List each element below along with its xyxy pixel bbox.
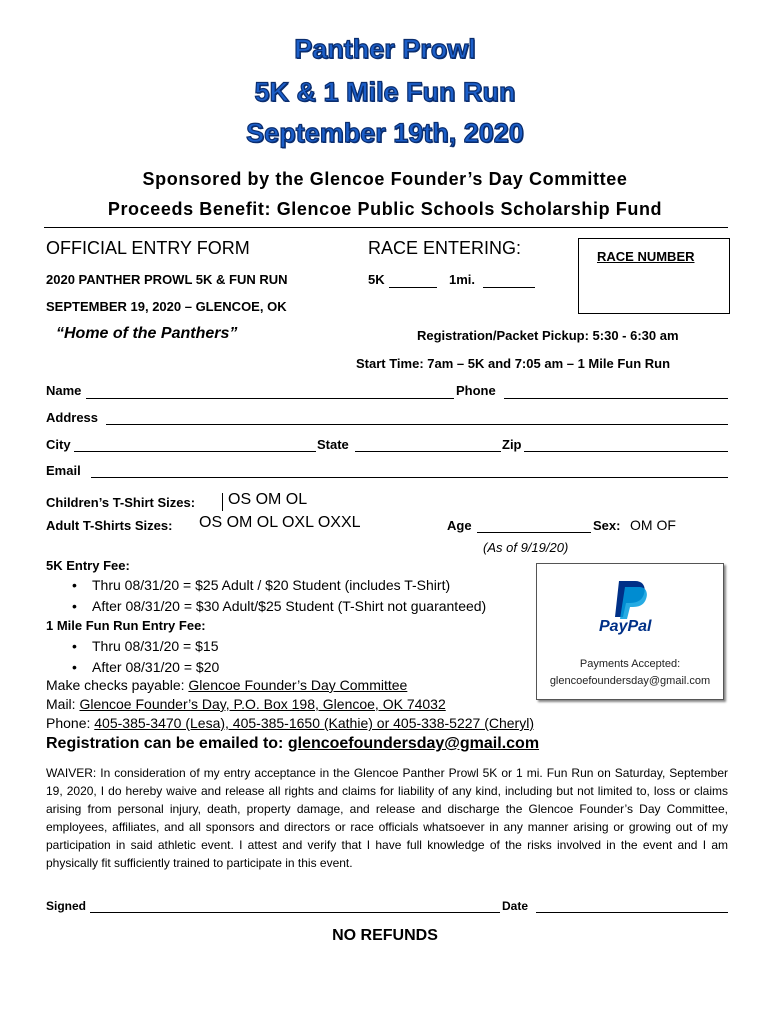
date-label: Date (502, 899, 529, 913)
race-option-5k-blank[interactable] (389, 287, 437, 288)
state-label: State (317, 437, 349, 452)
fee-5k-heading: 5K Entry Fee: (46, 558, 130, 573)
list-item: • After 08/31/20 = $20 (46, 659, 219, 680)
age-label: Age (447, 518, 472, 533)
signed-label: Signed (46, 899, 87, 913)
no-refunds: NO REFUNDS (332, 927, 438, 944)
email-field[interactable] (91, 477, 728, 478)
fee-5k-list (46, 577, 486, 619)
name-label: Name (46, 383, 82, 398)
zip-label: Zip (502, 437, 522, 452)
event-date-title: September 19th, 2020 (246, 118, 524, 148)
sex-label: Sex: (593, 518, 621, 533)
email-registration-label: Registration can be emailed to: (46, 735, 288, 752)
state-field[interactable] (355, 451, 501, 452)
race-entering-heading: RACE ENTERING: (368, 238, 522, 258)
entry-event-line: 2020 PANTHER PROWL 5K & FUN RUN (46, 272, 288, 287)
city-field[interactable] (74, 451, 316, 452)
paypal-email: glencoefoundersday@gmail.com (549, 675, 711, 687)
packet-pickup-time: Registration/Packet Pickup: 5:30 - 6:30 am (417, 328, 679, 343)
age-note: (As of 9/19/20) (483, 540, 569, 555)
date-field[interactable] (536, 912, 728, 913)
paypal-logo: PayPal (599, 618, 652, 635)
checks-payee: Glencoe Founder’s Day Committee (188, 677, 408, 693)
children-shirt-sizes[interactable]: OS OM OL (228, 491, 308, 508)
mail-line (46, 696, 446, 712)
paypal-icon (613, 579, 649, 619)
zip-field[interactable] (524, 451, 728, 452)
entry-date-location: SEPTEMBER 19, 2020 – GLENCOE, OK (46, 299, 287, 314)
race-number-box (578, 238, 730, 314)
age-field[interactable] (477, 532, 591, 533)
payments-accepted: Payments Accepted: (579, 658, 681, 670)
registration-email-link[interactable]: glencoefoundersday@gmail.com (287, 735, 540, 752)
phone-contacts-label: Phone: (46, 715, 95, 731)
adult-shirt-sizes[interactable]: OS OM OL OXL OXXL (199, 514, 361, 531)
email-label: Email (46, 463, 81, 478)
city-label: City (46, 437, 71, 452)
signature-field[interactable] (90, 912, 500, 913)
phone-label: Phone (456, 383, 496, 398)
waiver-text: WAIVER: In consideration of my entry acceptance in the Glencoe Panther Prowl 5K or 1 mi. Fun Run on Saturday, September 19, 2020, I do hereby waive and release all rights and claims for liability of any kind, including but not limited to, loss or claims arising from personal injury, death, property damage, and release and discharge the Glencoe Founder’s Day Committee, employees, affiliates, and all sponsors and directors or race officials whatsoever in any manner arising or growing out of my participation in said athletic event. I attest and verify that I have full knowledge of the risks involved in the event and I am physically fit sufficiently trained to participate in this event. (46, 766, 728, 870)
sponsor-line: Sponsored by the Glencoe Founder’s Day Committee (142, 169, 628, 189)
event-subtitle: 5K & 1 Mile Fun Run (254, 77, 516, 107)
list-item: • Thru 08/31/20 = $15 (46, 638, 219, 659)
phone-field[interactable] (504, 398, 728, 399)
sex-options[interactable]: OM OF (630, 517, 676, 533)
name-field[interactable] (86, 398, 454, 399)
checks-payable-line (46, 677, 407, 693)
list-item: • After 08/31/20 = $30 Adult/$25 Student (T-Shirt not guaranteed) (46, 598, 486, 619)
fee-1mi-list (46, 638, 219, 680)
phone-contacts-line (46, 715, 534, 731)
race-number-label: RACE NUMBER (597, 249, 695, 264)
children-shirt-cursor (222, 493, 223, 511)
adult-shirt-label: Adult T-Shirts Sizes: (46, 518, 173, 533)
address-field[interactable] (106, 424, 728, 425)
mail-address: Glencoe Founder’s Day, P.O. Box 198, Glencoe, OK 74032 (79, 696, 446, 712)
proceeds-line: Proceeds Benefit: Glencoe Public Schools Scholarship Fund (107, 199, 663, 219)
paypal-box (536, 563, 724, 700)
race-option-1mi-blank[interactable] (483, 287, 535, 288)
email-registration-line (46, 735, 539, 753)
race-option-1mi-label: 1mi. (449, 272, 476, 287)
header-divider (44, 227, 728, 228)
entry-form-heading: OFFICIAL ENTRY FORM (46, 238, 250, 258)
race-option-5k-label: 5K (368, 272, 385, 287)
mail-label: Mail: (46, 696, 80, 712)
phone-contacts: 405-385-3470 (Lesa), 405-385-1650 (Kathie) or 405-338-5227 (Cheryl) (94, 715, 534, 731)
checks-label: Make checks payable: (46, 677, 189, 693)
children-shirt-label: Children’s T-Shirt Sizes: (46, 495, 196, 510)
start-time: Start Time: 7am – 5K and 7:05 am – 1 Mile Fun Run (356, 356, 671, 371)
list-item: • Thru 08/31/20 = $25 Adult / $20 Student (includes T-Shirt) (46, 577, 486, 598)
address-label: Address (46, 410, 99, 425)
event-title: Panther Prowl (294, 34, 476, 64)
fee-1mi-heading: 1 Mile Fun Run Entry Fee: (46, 618, 206, 633)
motto: “Home of the Panthers” (56, 325, 238, 342)
